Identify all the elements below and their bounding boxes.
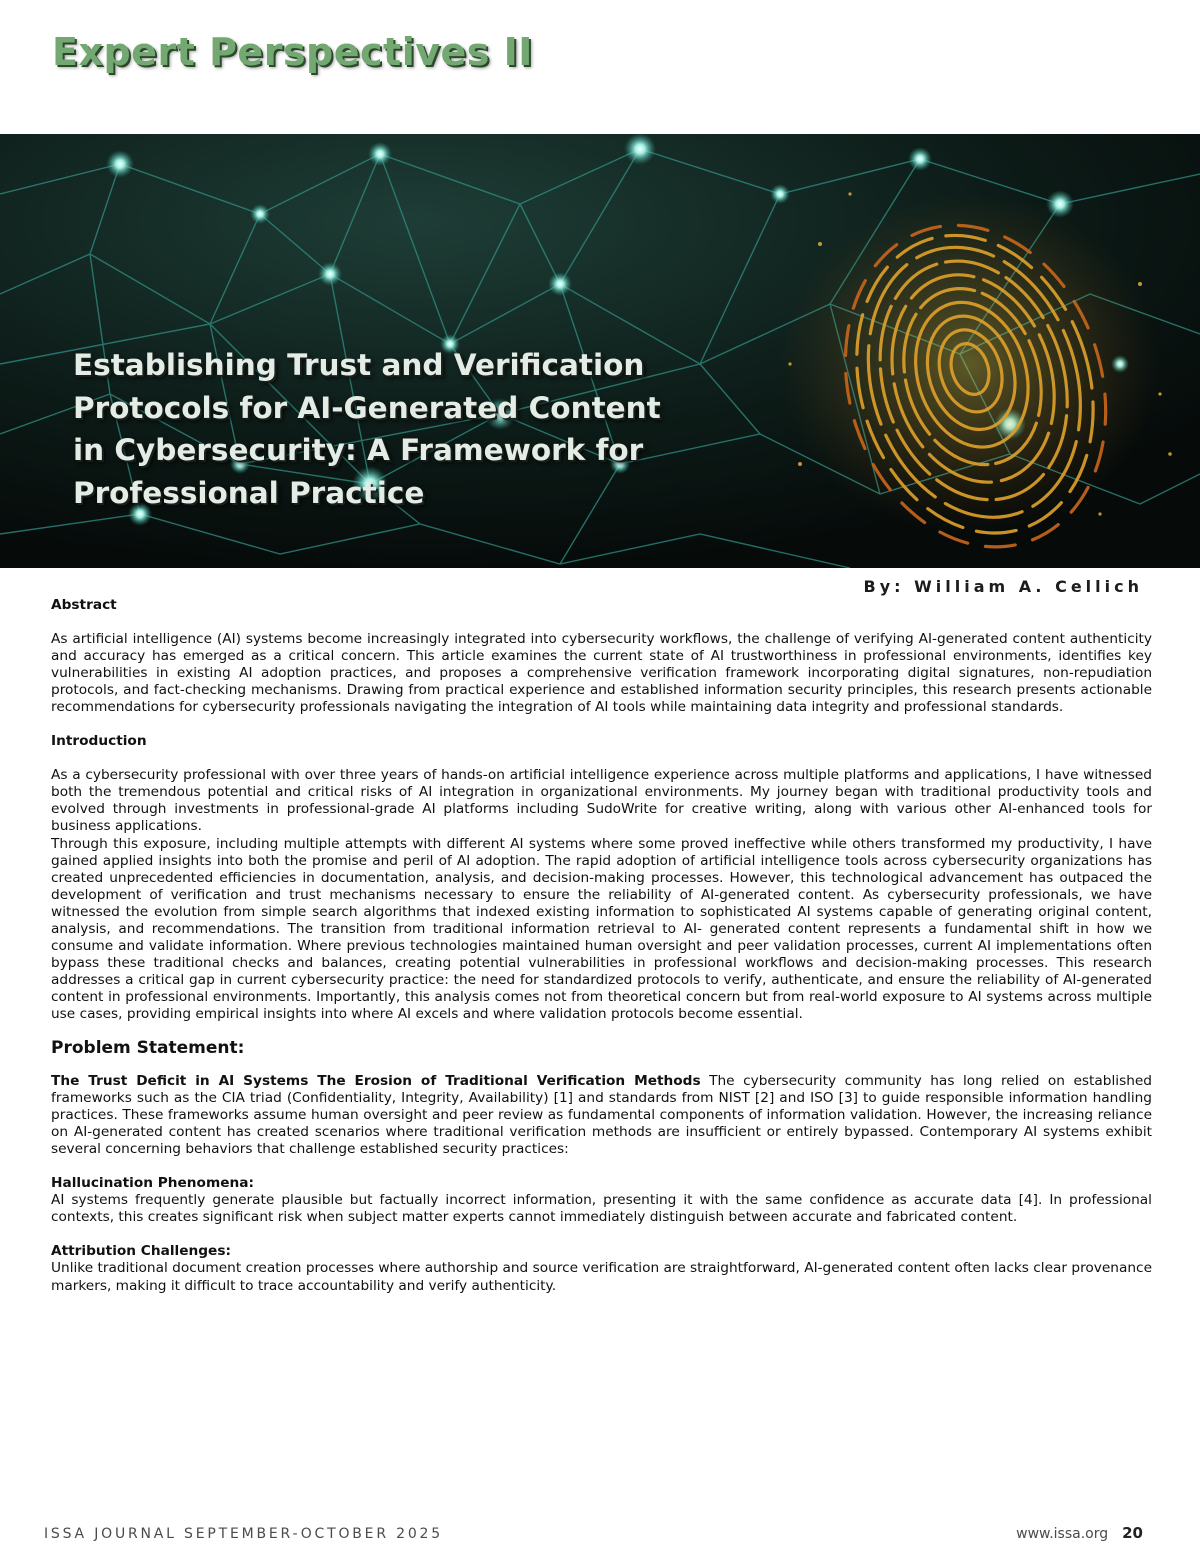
- hallucination-body: AI systems frequently generate plausible but factually incorrect information, presenting it with the same confidence as accurate data [4]. In professional contexts, this creates significant risk when subject matter experts cannot immediately distinguish between accurate and fabricated content.: [51, 1192, 1152, 1226]
- attribution-body: Unlike traditional document creation processes where authorship and source verification are straightforward, AI-generated content often lacks clear provenance markers, making it difficult to trace accountability and verify authenticity.: [51, 1260, 1152, 1294]
- problem-statement-text: The cybersecurity community has long relied on established frameworks such as the CIA triad (Confidentiality, Integrity, Availability) [1] and standards from NIST [2] and ISO [3] to guide responsible information handling practices. These frameworks assume human oversight and peer review as fundamental components of information validation. However, the increasing reliance on AI-generated content has created scenarios where traditional verification methods are insufficient or entirely bypassed. Contemporary AI systems exhibit several concerning behaviors that challenge established security practices:: [51, 1073, 1152, 1158]
- author-byline: By: William A. Cellich: [863, 577, 1143, 596]
- article-body: [51, 597, 1152, 1295]
- page-number: 20: [1122, 1524, 1143, 1542]
- website-link[interactable]: www.issa.org: [1016, 1526, 1109, 1542]
- abstract-body: As artificial intelligence (AI) systems become increasingly integrated into cybersecurity workflows, the challenge of verifying AI-generated content authenticity and accuracy has emerged as a critical concern. This article examines the current state of AI trustworthiness in professional environments, identifies key vulnerabilities in existing AI adoption practices, and proposes a comprehensive verification framework incorporating digital signatures, non-repudiation protocols, and fact-checking mechanisms. Drawing from practical experience and established information security principles, this research presents actionable recommendations for cybersecurity professionals navigating the integration of AI tools while maintaining data integrity and professional standards.: [51, 631, 1152, 716]
- journal-footer: ISSA JOURNAL SEPTEMBER-OCTOBER 2025: [44, 1526, 443, 1542]
- introduction-heading: Introduction: [51, 733, 147, 750]
- hallucination-heading: Hallucination Phenomena:: [51, 1175, 254, 1192]
- problem-statement-heading: Problem Statement:: [51, 1038, 245, 1059]
- hero-banner: [0, 134, 1200, 568]
- footer-right: [1016, 1524, 1143, 1542]
- problem-statement-lead: The Trust Deficit in AI Systems The Erosion of Traditional Verification Methods: [51, 1073, 701, 1090]
- problem-statement-body: [51, 1073, 1152, 1158]
- introduction-paragraph-2: Through this exposure, including multiple attempts with different AI systems where some proved ineffective while others transformed my productivity, I have gained applied insights into both the promise and peril of AI adoption. The rapid adoption of artificial intelligence tools across cybersecurity organizations has created unprecedented efficiencies in documentation, analysis, and decision-making processes. However, this technological advancement has outpaced the development of verification and trust mechanisms necessary to ensure the reliability of AI-generated content. As cybersecurity professionals, we have witnessed the evolution from simple search algorithms that indexed existing information to sophisticated AI systems capable of generating original content, analysis, and recommendations. The transition from traditional information retrieval to AI- generated content represents a fundamental shift in how we consume and validate information. Where previous technologies maintained human oversight and peer validation processes, current AI implementations often bypass these traditional checks and balances, creating potential vulnerabilities in professional workflows and decision-making processes. This research addresses a critical gap in current cybersecurity practice: the need for standardized protocols to verify, authenticate, and ensure the reliability of AI-generated content in professional environments. Importantly, this analysis comes not from theoretical concern but from real-world exposure to AI systems across multiple use cases, providing empirical insights into where AI excels and where validation protocols become essential.: [51, 835, 1152, 1022]
- section-title: Expert Perspectives II: [52, 30, 533, 74]
- article-title: Establishing Trust and Verification Protocols for AI-Generated Content in Cybersecurity: A Framework for Professional Practice: [73, 348, 661, 510]
- introduction-paragraph-1: As a cybersecurity professional with over three years of hands-on artificial intelligence experience across multiple platforms and applications, I have witnessed both the tremendous potential and critical risks of AI integration in organizational environments. My journey began with traditional productivity tools and evolved through investments in professional-grade AI platforms including SudoWrite for creative writing, along with various other AI-enhanced tools for business applications.: [51, 767, 1152, 835]
- abstract-heading: Abstract: [51, 597, 117, 613]
- attribution-heading: Attribution Challenges:: [51, 1243, 231, 1260]
